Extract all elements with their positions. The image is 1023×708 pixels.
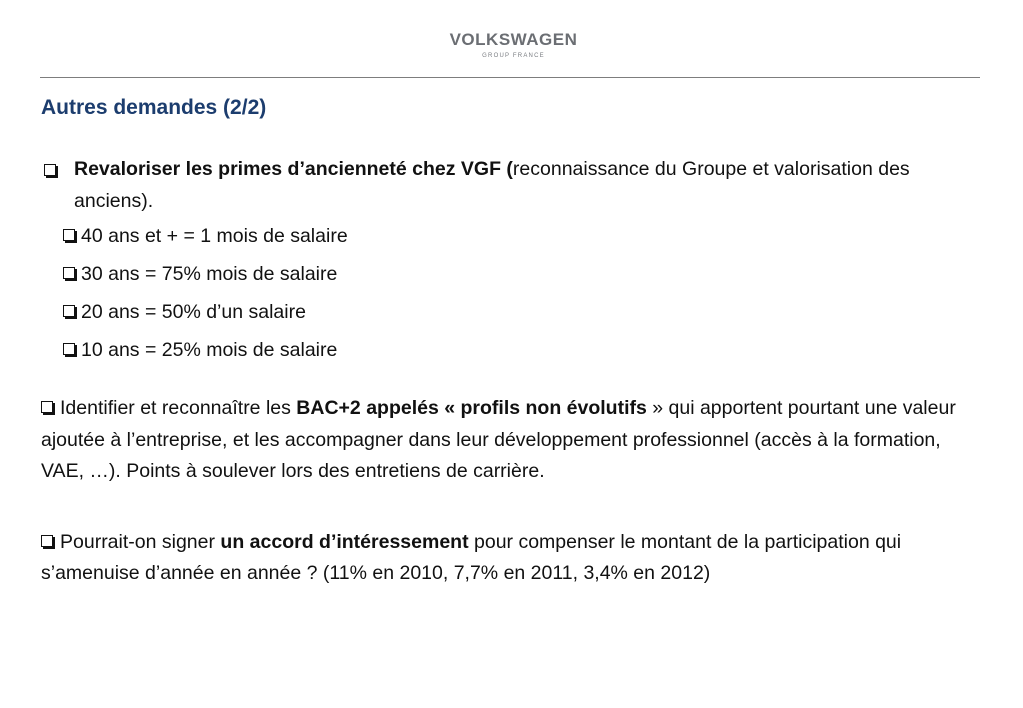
sub-item-40-ans: [41, 217, 976, 255]
bullet-bac2-text-after: » qui apportent pourtant une valeur ajoutée à l’entreprise, et les accompagner dans leur développement professionnel (accès à la formation, VAE, …). Points à soulever lors des entretiens de carrière.: [41, 397, 956, 482]
sub-item-label: 10 ans = 25% mois de salaire: [81, 339, 338, 361]
bullet-interessement: [41, 527, 976, 590]
checkbox-bullet-icon: [41, 535, 53, 547]
bullet-anciennete: [41, 154, 976, 217]
bullet-anciennete-bold: Revaloriser les primes d’ancienneté chez VGF (: [74, 158, 513, 180]
sub-item-30-ans: [41, 255, 976, 293]
sub-item-label: 40 ans et + = 1 mois de salaire: [81, 225, 348, 247]
slide-title: Autres demandes (2/2): [41, 96, 267, 119]
sub-item-10-ans: [41, 331, 976, 369]
slide-content: [41, 154, 976, 590]
checkbox-bullet-icon: [63, 343, 75, 355]
header-divider: [40, 77, 980, 78]
bullet-anciennete-text: reconnaissance du Groupe et valorisation des anciens).: [74, 158, 910, 212]
sub-item-label: 30 ans = 75% mois de salaire: [81, 263, 338, 285]
bullet-interessement-text-before: Pourrait-on signer: [60, 530, 221, 553]
checkbox-bullet-icon: [41, 401, 53, 413]
sub-item-20-ans: [41, 293, 976, 331]
checkbox-bullet-icon: [63, 229, 75, 241]
brand-logo: [0, 30, 1023, 61]
bullet-bac2-text-before: Identifier et reconnaître les: [60, 397, 297, 419]
bullet-interessement-bold: un accord d’intéressement: [220, 530, 469, 553]
brand-name: VOLKSWAGEN: [449, 30, 578, 49]
sub-item-label: 20 ans = 50% d’un salaire: [81, 301, 306, 323]
checkbox-bullet-icon: [63, 305, 75, 317]
bullet-bac2-bold: BAC+2 appelés « profils non évolutifs: [296, 397, 647, 419]
brand-subtitle: GROUP FRANCE: [482, 53, 545, 59]
bullet-bac2: [41, 393, 976, 488]
checkbox-bullet-icon: [44, 164, 56, 176]
checkbox-bullet-icon: [63, 267, 75, 279]
bullet-interessement-text-after: pour compenser le montant de la participation qui s’amenuise d’année en année ? (11% en 2010, 7,7% en 2011, 3,4% en 2012): [41, 530, 902, 584]
